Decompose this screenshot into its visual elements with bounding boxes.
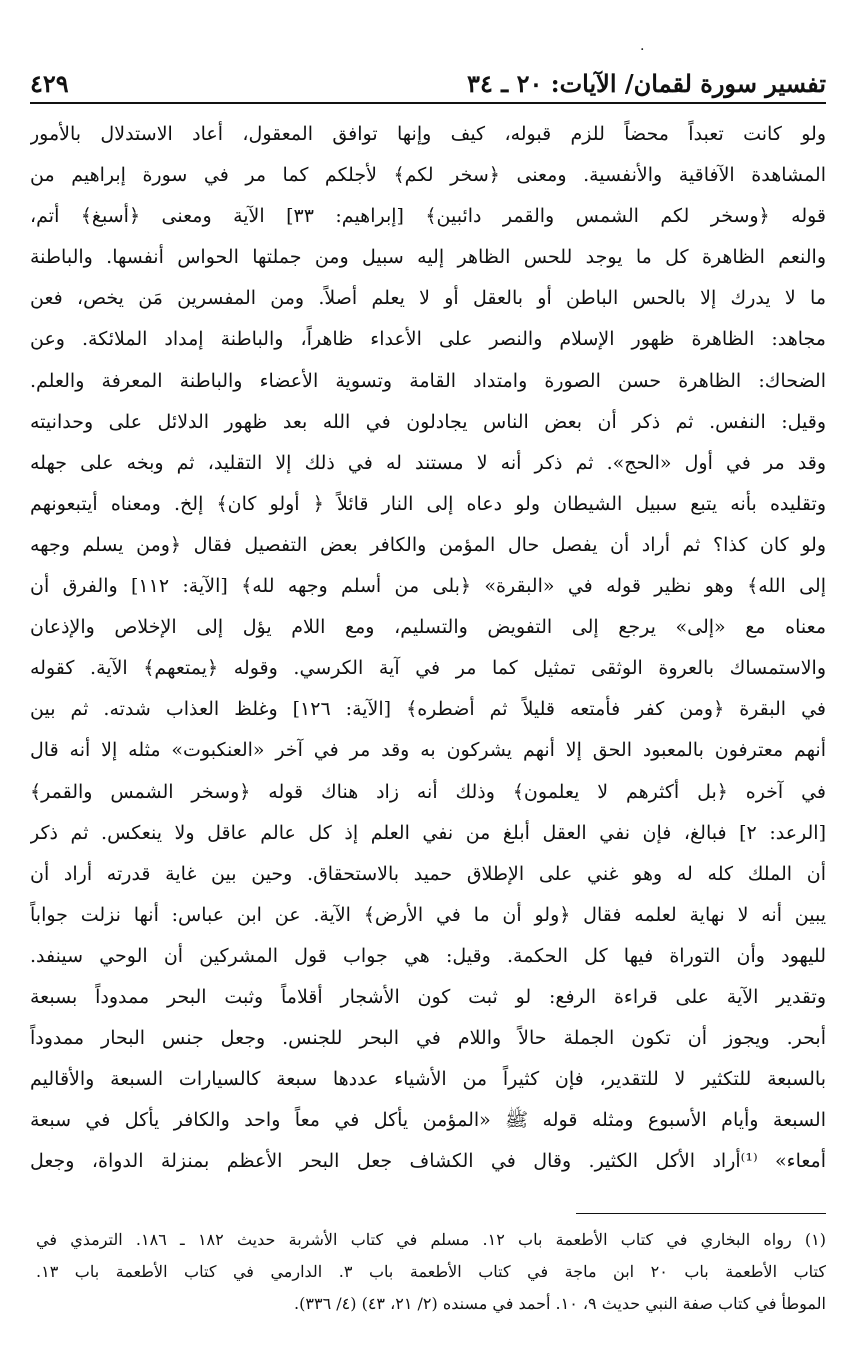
body-line: مجاهد: الظاهرة ظهور الإسلام والنصر على الأعداء ظاهراً، والباطنة إمداد الملائكة. وعن	[30, 328, 826, 351]
body-line: المشاهدة الآفاقية والأنفسية. ومعنى ﴿سخر لكم﴾ لأجلكم كما مر في سورة إبراهيم من	[30, 164, 826, 187]
body-line: وقيل: النفس. ثم ذكر أن بعض الناس يجادلون في الله بعد ظهور الدلائل على وحدانيته	[30, 410, 826, 433]
page-number: ٤٢٩	[30, 69, 69, 98]
body-line: معناه مع «إلى» يرجع إلى التفويض والتسليم، ومع اللام يؤل إلى الإخلاص والإذعان	[30, 616, 826, 639]
body-text	[30, 114, 826, 1182]
body-line: ما لا يدرك إلا بالحس الباطن أو بالعقل أو لا يعلم أصلاً. ومن المفسرين مَن يخص، فعن	[30, 287, 826, 310]
body-line: أمعاء» ⁽¹⁾أراد الأكل الكثير. وقال في الكشاف جعل البحر الأعظم بمنزلة الدواة، وجعل	[30, 1150, 826, 1173]
body-line: في آخره ﴿بل أكثرهم لا يعلمون﴾ وذلك أنه زاد هناك قوله ﴿وسخر الشمس والقمر﴾	[30, 780, 826, 803]
running-title: تفسير سورة لقمان/ الآيات: ٢٠ ـ ٣٤	[467, 69, 826, 98]
body-line: وتقليده بأنه يتبع سبيل الشيطان ولو دعاه إلى النار قائلاً ﴿ أولو كان﴾ إلخ. ومعناه أيتبعونهم	[30, 492, 826, 515]
body-line: بالسبعة للتكثير لا للتقدير، فإن كثيراً من الأشياء عددها سبعة كالسيارات السبعة والأقاليم	[30, 1068, 826, 1091]
body-line: السبعة وأيام الأسبوع ومثله قوله ﷺ «المؤمن يأكل في معاً واحد والكافر يأكل في سبعة	[30, 1109, 826, 1132]
body-line: والنعم الظاهرة كل ما يوجد للحس الظاهر إليه سبيل ومن جملتها الحواس أنفسها. والباطنة	[30, 246, 826, 269]
body-line: وتقدير الآية على قراءة الرفع: لو ثبت كون الأشجار أقلاماً وثبت البحر ممدوداً بسبعة	[30, 985, 826, 1008]
body-line: يبين أنه لا نهاية لعلمه فقال ﴿ولو أن ما في الأرض﴾ الآية. عن ابن عباس: أنها نزلت جواباً	[30, 903, 826, 926]
body-line: والاستمساك بالعروة الوثقى تمثيل كما مر في آية الكرسي. وقوله ﴿يمتعهم﴾ الآية. كقوله	[30, 657, 826, 680]
body-line: وقد مر في أول «الحج». ثم ذكر أنه لا مستند له في ذلك إلا التقليد، ثم وبخه على جهله	[30, 451, 826, 474]
page-mark: .	[640, 38, 645, 54]
body-line: في البقرة ﴿ومن كفر فأمتعه قليلاً ثم أضطره﴾ [الآية: ١٢٦] وغلظ العذاب شدته. ثم بين	[30, 698, 826, 721]
body-line: لليهود وأن التوراة فيها كل الحكمة. وقيل: هي جواب قول المشركين أن الوحي سينفد.	[30, 944, 826, 967]
body-line: ولو كان كذا؟ ثم أراد أن يفصل حال المؤمن والكافر بعض التفصيل فقال ﴿ومن يسلم وجهه	[30, 533, 826, 556]
body-line: ولو كانت تعبداً محضاً للزم قبوله، كيف وإنها توافق المعقول، أعاد الاستدلال بالأمور	[30, 123, 826, 145]
body-line: أن الملك كله له وهو غني على الإطلاق حميد بالاستحقاق. وحين بين غاية قدرته أراد أن	[30, 862, 826, 885]
footnote-line: (١) رواه البخاري في كتاب الأطعمة باب ١٢. مسلم في كتاب الأشربة حديث ١٨٢ ـ ١٨٦. الترمذي في	[36, 1230, 826, 1249]
footnotes	[36, 1224, 826, 1320]
footnote-divider	[576, 1213, 826, 1214]
running-header	[30, 62, 826, 104]
body-line: [الرعد: ٢] فبالغ، فإن نفي العقل أبلغ من نفي العلم إذ كل عالم عاقل ولا ينعكس. ثم ذكر	[30, 821, 826, 844]
body-line: أنهم معترفون بالمعبود الحق إلا أنهم يشركون به وقد مر في آخر «العنكبوت» مثله إلا أنه قال	[30, 739, 826, 762]
body-line: الضحاك: الظاهرة حسن الصورة وامتداد القامة وتسوية الأعضاء والباطنة المعرفة والعلم.	[30, 369, 826, 392]
body-line: قوله ﴿وسخر لكم الشمس والقمر دائبين﴾ [إبراهيم: ٣٣] الآية ومعنى ﴿أسبغ﴾ أتم،	[30, 205, 826, 228]
footnote-line: الموطأ في كتاب صفة النبي حديث ٩، ١٠. أحمد في مسنده (٢/ ٢١، ٤٣) (٤/ ٣٣٦).	[294, 1294, 826, 1313]
body-line: أبحر. ويجوز أن تكون الجملة حالاً واللام في البحر للجنس. وجعل جنس البحار ممدوداً	[30, 1027, 826, 1050]
body-line: إلى الله﴾ وهو نظير قوله في «البقرة» ﴿بلى من أسلم وجهه لله﴾ [الآية: ١١٢] والفرق أن	[30, 575, 826, 598]
footnote-line: كتاب الأطعمة باب ٢٠ ابن ماجة في كتاب الأطعمة باب ٣. الدارمي في كتاب الأطعمة باب ١٣.	[36, 1262, 826, 1281]
